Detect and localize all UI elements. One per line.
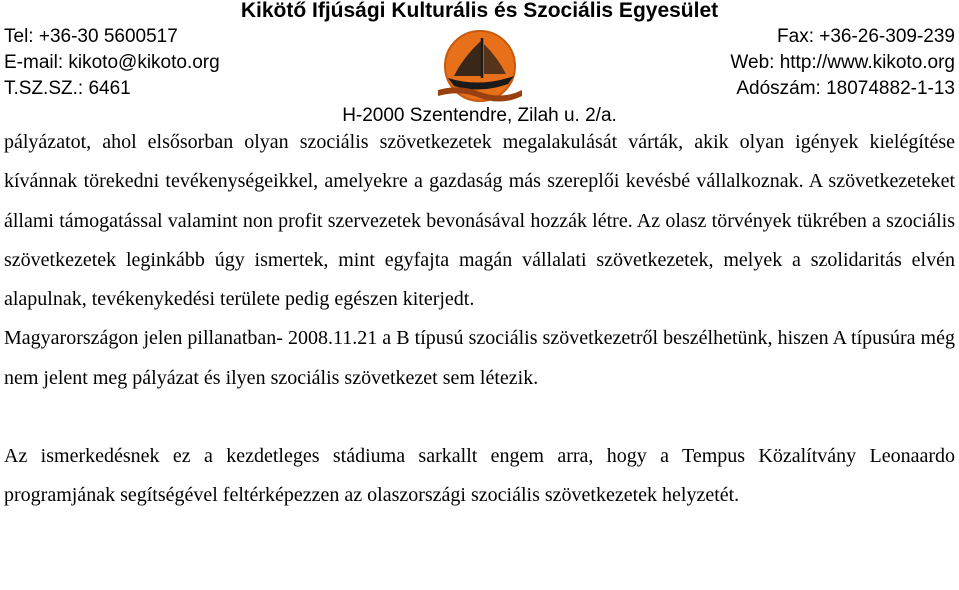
paragraph-hungary-status: Magyarországon jelen pillanatban- 2008.11.21 a B típusú szociális szövetkezetről beszélhetünk, hiszen A típusúra még nem jelent meg pályázat és ilyen szociális szövetkezet sem létezik. [4,327,955,389]
phone-number: Tel: +36-30 5600517 [4,26,178,47]
email-address: E-mail: kikoto@kikoto.org [4,52,220,73]
postal-address: H-2000 Szentendre, Zilah u. 2/a. [342,105,617,126]
organization-name: Kikötő Ifjúsági Kulturális és Szociális Egyesület [240,0,719,22]
website-address: Web: http://www.kikoto.org [730,52,955,73]
letter-body [4,123,955,516]
registration-number: T.SZ.SZ.: 6461 [4,78,131,99]
letterhead [0,0,959,128]
paragraph-spacer [4,398,955,437]
tax-number: Adószám: 18074882-1-13 [736,78,955,99]
paragraph-social-cooperatives: pályázatot, ahol elsősorban olyan szociális szövetkezetek megalakulását várták, akik olyan igények kielégítése kívánnak törekedni tevékenységeikkel, amelyekre a gazdaság más szereplői kevésbé vállalkoznak. A szövetkezeteket állami támogatással valamint non profit szervezetek bevonásával hozzák létre. Az olasz törvények tükrében a szociális szövetkezetek leginkább úgy ismertek, mint egyfajta magán vállalati szövetkezetek, melyek a szolidaritás elvén alapulnak, tevékenykedési területe pedig egészen kiterjedt. [4,131,955,311]
fax-number: Fax: +36-26-309-239 [777,26,955,47]
paragraph-leonardo-program: Az ismerkedésnek ez a kezdetleges stádiuma sarkallt engem arra, hogy a Tempus Közalítvány Leonaardo programjának segítségével feltérképezzen az olaszországi szociális szövetkezetek helyzetét. [4,445,955,507]
ship-logo-icon [424,26,536,106]
